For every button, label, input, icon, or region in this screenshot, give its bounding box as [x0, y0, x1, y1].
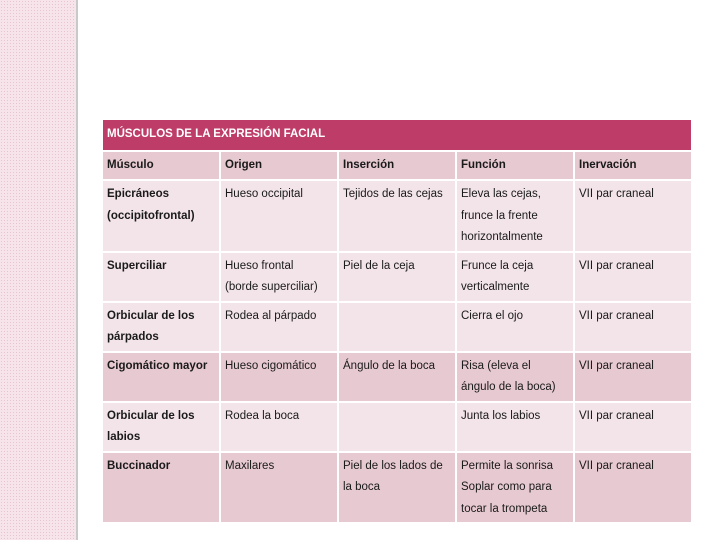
insertion-text: Piel de la ceja — [343, 259, 415, 272]
insertion-cell — [338, 402, 456, 452]
muscle-cell — [102, 180, 220, 252]
muscle-name: Epicráneos (occipitofrontal) — [107, 188, 195, 222]
function-cell — [456, 302, 574, 352]
table-row — [102, 352, 692, 402]
insertion-cell — [338, 252, 456, 302]
function-text: Risa (eleva el ángulo de la boca) — [461, 359, 556, 393]
insertion-text: Tejidos de las cejas — [343, 188, 443, 200]
table-row — [102, 252, 692, 302]
decorative-side-band — [0, 0, 76, 540]
function-text: Eleva las cejas, frunce la frente horizontalmente — [461, 188, 543, 243]
origin-text: Maxilares — [225, 459, 275, 472]
innervation-text: VII par craneal — [579, 409, 654, 422]
muscle-cell — [102, 252, 220, 302]
muscle-cell — [102, 402, 220, 452]
table-row — [102, 402, 692, 452]
insertion-cell — [338, 180, 456, 252]
origin-cell — [220, 452, 338, 524]
innervation-text: VII par craneal — [579, 459, 654, 472]
muscle-cell — [102, 352, 220, 402]
function-text: Junta los labios — [461, 409, 541, 422]
origin-text: Hueso frontal (borde superciliar) — [225, 259, 318, 293]
table-title: MÚSCULOS DE LA EXPRESIÓN FACIAL — [102, 119, 692, 151]
side-band-edge — [76, 0, 78, 540]
header-musculo: Músculo — [102, 151, 220, 180]
muscle-name: Orbicular de los labios — [107, 409, 195, 443]
muscle-name: Superciliar — [107, 259, 167, 272]
insertion-text: Ángulo de la boca — [343, 359, 436, 372]
header-insercion: Inserción — [338, 151, 456, 180]
insertion-cell — [338, 352, 456, 402]
table-row — [102, 302, 692, 352]
table-title-row — [102, 119, 692, 151]
facial-muscles-table — [101, 118, 693, 524]
innervation-cell — [574, 302, 692, 352]
muscle-name: Cigomático mayor — [107, 359, 208, 372]
muscle-cell — [102, 302, 220, 352]
function-cell — [456, 252, 574, 302]
origin-text: Hueso cigomático — [225, 359, 317, 372]
innervation-text: VII par craneal — [579, 188, 654, 200]
origin-cell — [220, 180, 338, 252]
muscle-name: Buccinador — [107, 459, 171, 472]
header-origen: Origen — [220, 151, 338, 180]
header-funcion: Función — [456, 151, 574, 180]
function-text: Cierra el ojo — [461, 309, 523, 322]
function-cell — [456, 180, 574, 252]
origin-cell — [220, 402, 338, 452]
origin-text: Rodea la boca — [225, 409, 300, 422]
innervation-cell — [574, 352, 692, 402]
function-cell — [456, 402, 574, 452]
function-text: Frunce la ceja verticalmente — [461, 259, 534, 293]
innervation-text: VII par craneal — [579, 259, 654, 272]
insertion-cell — [338, 302, 456, 352]
table-row — [102, 452, 692, 524]
innervation-text: VII par craneal — [579, 309, 654, 322]
innervation-cell — [574, 452, 692, 524]
origin-cell — [220, 252, 338, 302]
muscle-cell — [102, 452, 220, 524]
insertion-text: Piel de los lados de la boca — [343, 459, 443, 493]
origin-cell — [220, 302, 338, 352]
header-inervacion: Inervación — [574, 151, 692, 180]
origin-cell — [220, 352, 338, 402]
origin-text: Rodea al párpado — [225, 309, 317, 322]
innervation-cell — [574, 402, 692, 452]
innervation-cell — [574, 252, 692, 302]
function-text: Permite la sonrisa Soplar como para tocar la trompeta — [461, 459, 554, 515]
innervation-cell — [574, 180, 692, 252]
insertion-cell — [338, 452, 456, 524]
muscle-name: Orbicular de los párpados — [107, 309, 195, 343]
origin-text: Hueso occipital — [225, 188, 303, 200]
function-cell — [456, 452, 574, 524]
table-row — [102, 180, 692, 252]
function-cell — [456, 352, 574, 402]
table-header-row — [102, 151, 692, 180]
innervation-text: VII par craneal — [579, 359, 654, 372]
